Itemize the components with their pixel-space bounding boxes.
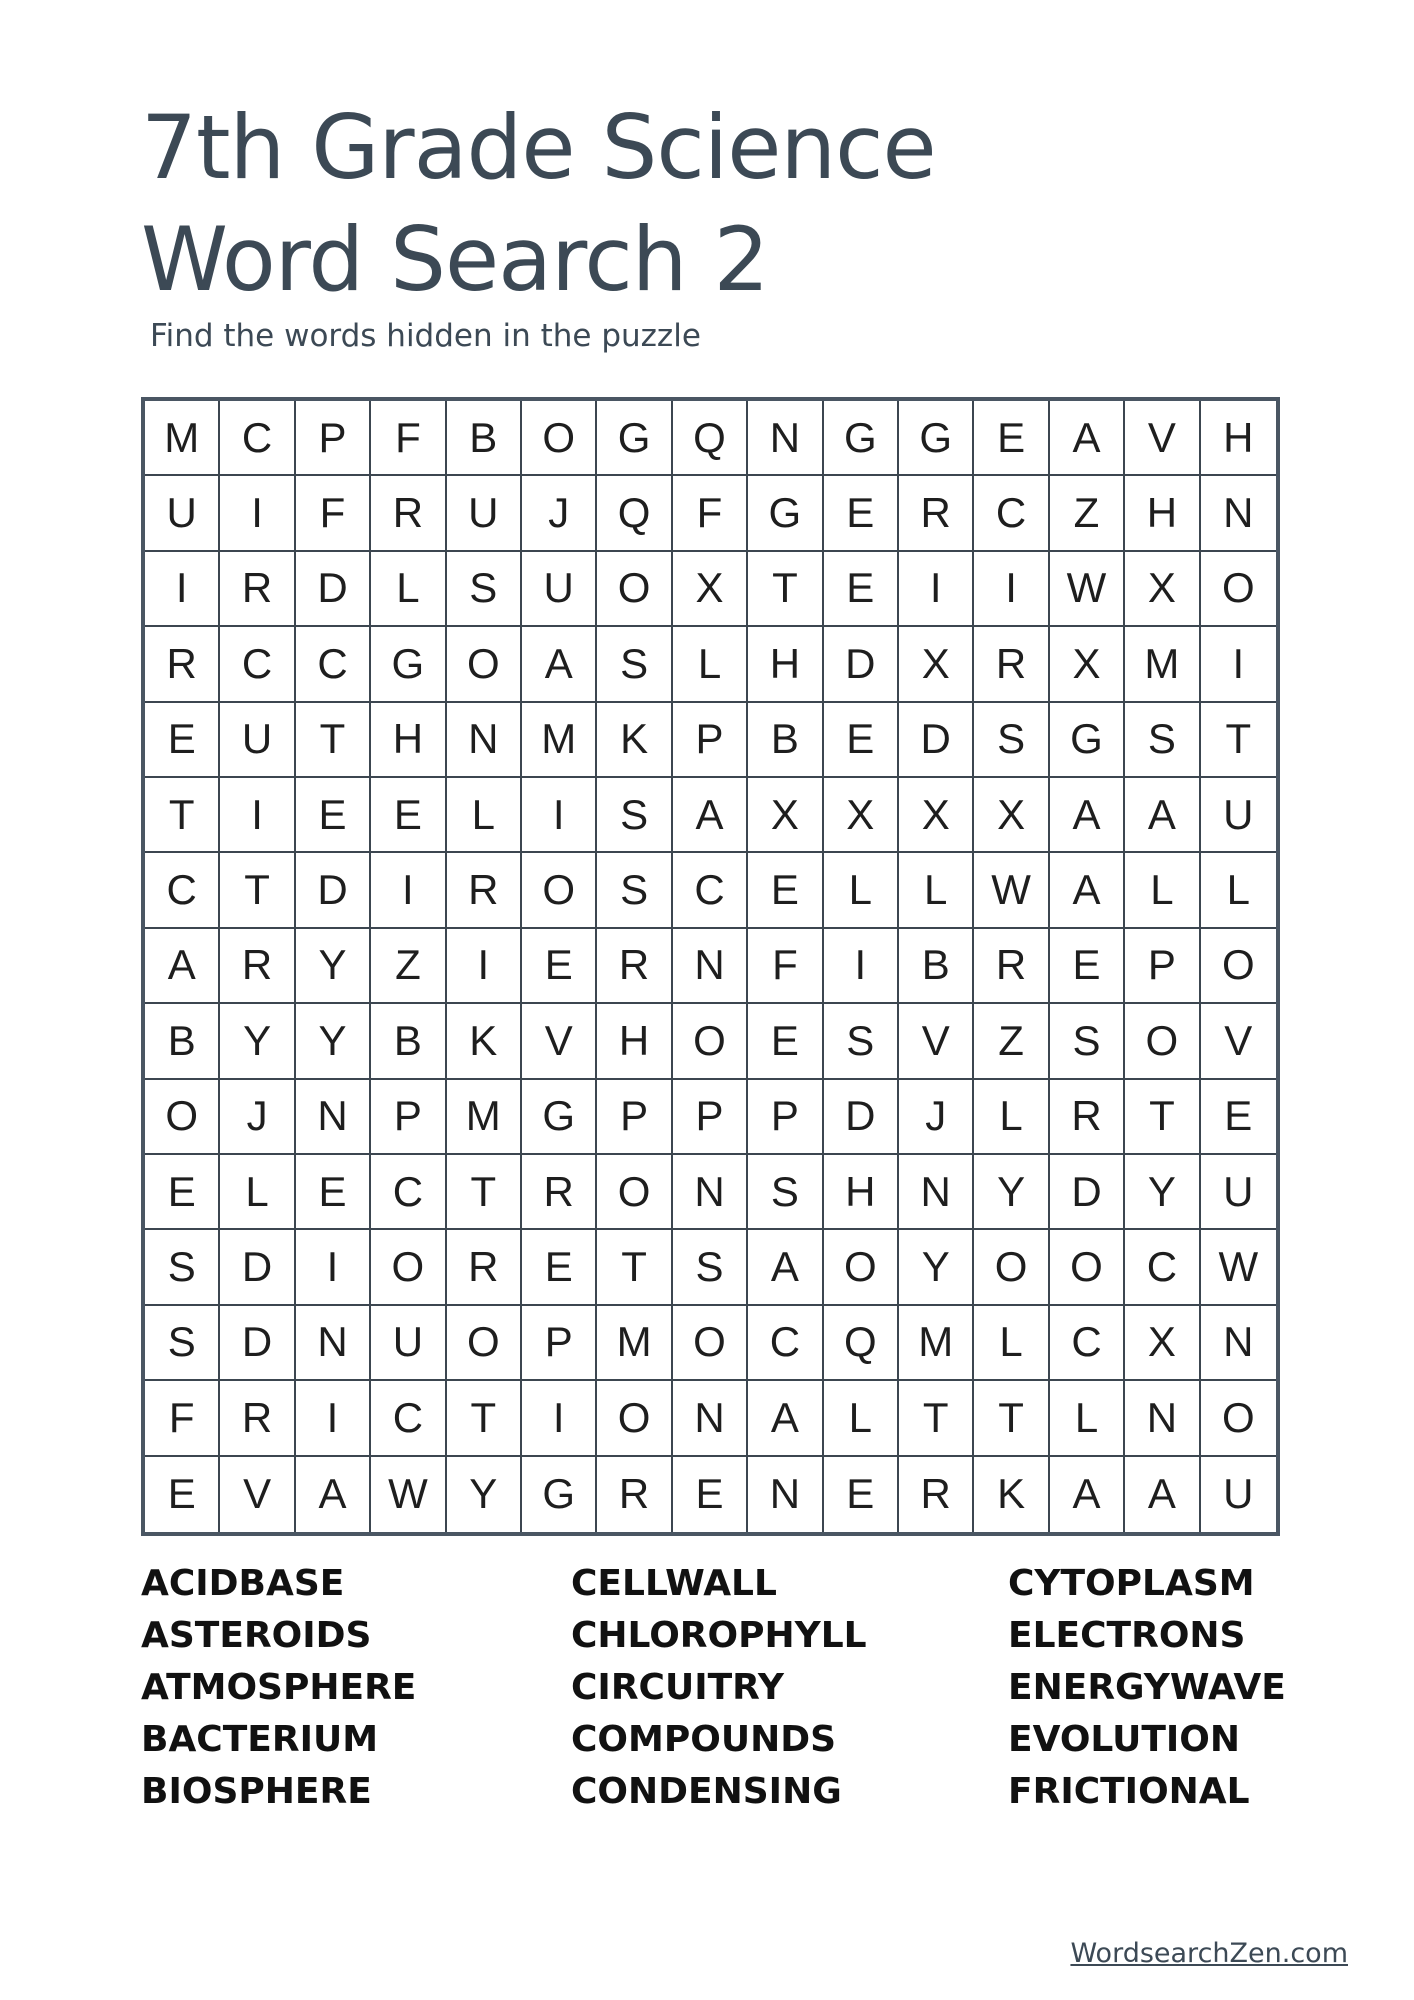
page-title — [141, 92, 936, 316]
grid-cell[interactable]: S — [145, 1230, 220, 1305]
grid-cell[interactable]: T — [974, 1381, 1049, 1456]
grid-cell[interactable]: U — [522, 552, 597, 627]
grid-cell[interactable]: C — [974, 476, 1049, 551]
grid-cell[interactable]: A — [748, 1230, 823, 1305]
grid-cell[interactable]: U — [1201, 778, 1276, 853]
grid-cell[interactable]: R — [220, 1381, 295, 1456]
grid-cell[interactable]: B — [371, 1004, 446, 1079]
grid-cell[interactable]: O — [447, 627, 522, 702]
grid-cell[interactable]: E — [673, 1457, 748, 1532]
word-list-item: CONDENSING — [571, 1771, 842, 1812]
grid-cell[interactable]: U — [371, 1306, 446, 1381]
grid-cell[interactable]: Y — [974, 1155, 1049, 1230]
grid-cell[interactable]: A — [145, 929, 220, 1004]
word-list-item: EVOLUTION — [1008, 1719, 1240, 1760]
grid-cell[interactable]: L — [1050, 1381, 1125, 1456]
grid-cell[interactable]: X — [899, 627, 974, 702]
grid-cell[interactable]: I — [296, 1230, 371, 1305]
grid-cell[interactable]: I — [824, 929, 899, 1004]
grid-cell[interactable]: S — [145, 1306, 220, 1381]
grid-cell[interactable]: M — [899, 1306, 974, 1381]
grid-cell[interactable]: P — [522, 1306, 597, 1381]
grid-cell[interactable]: O — [824, 1230, 899, 1305]
word-list-item: CELLWALL — [571, 1563, 777, 1604]
grid-cell[interactable]: W — [371, 1457, 446, 1532]
word-list-item: CHLOROPHYLL — [571, 1615, 867, 1656]
grid-cell[interactable]: R — [447, 1230, 522, 1305]
word-list-item: ATMOSPHERE — [141, 1667, 417, 1708]
grid-cell[interactable]: Q — [824, 1306, 899, 1381]
grid-cell[interactable]: K — [447, 1004, 522, 1079]
grid-cell[interactable]: K — [597, 703, 672, 778]
grid-cell[interactable]: N — [673, 929, 748, 1004]
grid-cell[interactable]: N — [1125, 1381, 1200, 1456]
grid-cell[interactable]: E — [1201, 1080, 1276, 1155]
title-line-1: 7th Grade Science — [141, 96, 936, 199]
grid-cell[interactable]: Q — [597, 476, 672, 551]
word-list-item: ACIDBASE — [141, 1563, 345, 1604]
grid-cell[interactable]: J — [220, 1080, 295, 1155]
grid-cell[interactable]: R — [447, 853, 522, 928]
grid-cell[interactable]: O — [673, 1004, 748, 1079]
grid-cell[interactable]: L — [673, 627, 748, 702]
grid-cell[interactable]: U — [1223, 1470, 1254, 1518]
grid-cell[interactable]: X — [673, 552, 748, 627]
grid-cell[interactable]: E — [296, 1155, 371, 1230]
grid-cell[interactable]: H — [1201, 401, 1276, 476]
grid-cell[interactable]: O — [522, 401, 597, 476]
grid-cell[interactable]: S — [597, 627, 672, 702]
grid-cell[interactable]: E — [824, 476, 899, 551]
grid-cell[interactable]: U — [220, 703, 295, 778]
grid-cell[interactable]: B — [145, 1004, 220, 1079]
grid-cell[interactable]: E — [824, 552, 899, 627]
grid-cell[interactable]: R — [220, 552, 295, 627]
grid-cell[interactable]: A — [1050, 853, 1125, 928]
grid-cell[interactable]: G — [748, 476, 823, 551]
grid-cell[interactable]: C — [1050, 1306, 1125, 1381]
grid-cell[interactable]: E — [522, 1230, 597, 1305]
grid-cell[interactable]: R — [220, 929, 295, 1004]
grid-cell[interactable]: W — [1201, 1230, 1276, 1305]
grid-cell[interactable]: C — [1125, 1230, 1200, 1305]
grid-cell[interactable]: X — [1050, 627, 1125, 702]
grid-cell[interactable]: I — [522, 778, 597, 853]
grid-cell[interactable]: Y — [296, 1004, 371, 1079]
grid-cell[interactable]: B — [748, 703, 823, 778]
grid-cell[interactable]: F — [748, 929, 823, 1004]
word-list-item: ELECTRONS — [1008, 1615, 1246, 1656]
grid-cell[interactable]: I — [899, 552, 974, 627]
grid-cell[interactable]: F — [371, 401, 446, 476]
grid-cell[interactable]: T — [220, 853, 295, 928]
grid-cell[interactable]: L — [824, 1381, 899, 1456]
grid-cell[interactable]: O — [673, 1306, 748, 1381]
grid-cell[interactable]: R — [974, 929, 1049, 1004]
grid-cell[interactable]: T — [447, 1155, 522, 1230]
word-list-item: ASTEROIDS — [141, 1615, 372, 1656]
grid-cell[interactable]: O — [447, 1306, 522, 1381]
grid-cell[interactable]: M — [522, 703, 597, 778]
grid-cell[interactable]: A — [1050, 1457, 1125, 1532]
website-link[interactable]: WordsearchZen.com — [1070, 1938, 1348, 1969]
grid-cell[interactable]: M — [145, 401, 220, 476]
grid-cell[interactable]: R — [371, 476, 446, 551]
grid-cell[interactable]: E — [145, 1457, 220, 1532]
grid-cell[interactable]: N — [899, 1155, 974, 1230]
grid-cell[interactable]: N — [673, 1155, 748, 1230]
grid-cell[interactable]: E — [522, 929, 597, 1004]
grid-cell[interactable]: W — [974, 853, 1049, 928]
word-list-column-1 — [141, 1558, 416, 1818]
grid-cell[interactable]: X — [824, 778, 899, 853]
grid-cell[interactable]: L — [1125, 853, 1200, 928]
grid-cell[interactable]: I — [296, 1381, 371, 1456]
grid-cell[interactable]: V — [1201, 1004, 1276, 1079]
grid-cell[interactable]: D — [220, 1230, 295, 1305]
grid-cell[interactable]: D — [220, 1306, 295, 1381]
grid-cell[interactable]: V — [522, 1004, 597, 1079]
word-list-column-3 — [1008, 1558, 1286, 1818]
grid-cell[interactable]: R — [1050, 1080, 1125, 1155]
grid-cell[interactable]: P — [1125, 929, 1200, 1004]
grid-cell[interactable]: X — [899, 778, 974, 853]
grid-cell[interactable]: R — [899, 1457, 974, 1532]
grid-cell[interactable]: Y — [1125, 1155, 1200, 1230]
grid-cell[interactable]: T — [145, 778, 220, 853]
grid-cell[interactable]: O — [1201, 552, 1276, 627]
grid-cell[interactable]: D — [899, 703, 974, 778]
grid-cell[interactable]: A — [1050, 401, 1125, 476]
grid-cell[interactable]: U — [145, 476, 220, 551]
word-search-grid — [141, 397, 1280, 1536]
grid-cell[interactable]: S — [447, 552, 522, 627]
grid-cell[interactable]: E — [145, 1155, 220, 1230]
grid-cell[interactable]: E — [748, 853, 823, 928]
grid-cell[interactable]: I — [220, 476, 295, 551]
grid-cell[interactable]: R — [145, 627, 220, 702]
grid-cell[interactable]: W — [1050, 552, 1125, 627]
grid-cell[interactable]: C — [371, 1381, 446, 1456]
grid-cell[interactable]: I — [522, 1381, 597, 1456]
grid-cell[interactable]: C — [220, 401, 295, 476]
grid-cell[interactable]: R — [597, 1457, 672, 1532]
grid-cell[interactable]: Y — [296, 929, 371, 1004]
grid-cell[interactable]: T — [296, 703, 371, 778]
word-list-item: CIRCUITRY — [571, 1667, 784, 1708]
grid-cell[interactable]: O — [974, 1230, 1049, 1305]
grid-cell[interactable]: M — [1125, 627, 1200, 702]
grid-cell[interactable]: V — [1125, 401, 1200, 476]
grid-cell[interactable]: F — [145, 1381, 220, 1456]
grid-cell[interactable]: O — [1201, 929, 1276, 1004]
grid-cell[interactable]: I — [974, 552, 1049, 627]
grid-cell[interactable]: C — [296, 627, 371, 702]
grid-cell[interactable]: A — [673, 778, 748, 853]
grid-cell[interactable]: R — [899, 476, 974, 551]
grid-cell[interactable]: G — [597, 401, 672, 476]
grid-cell[interactable]: C — [748, 1306, 823, 1381]
title-line-2: Word Search 2 — [141, 208, 769, 311]
grid-cell[interactable]: J — [899, 1080, 974, 1155]
grid-cell[interactable]: Z — [974, 1004, 1049, 1079]
grid-cell[interactable]: L — [824, 853, 899, 928]
grid-cell[interactable]: D — [1050, 1155, 1125, 1230]
grid-cell[interactable]: N — [748, 1457, 823, 1532]
grid-cell[interactable]: C — [673, 853, 748, 928]
grid-cell[interactable]: S — [597, 853, 672, 928]
grid-cell[interactable]: V — [220, 1457, 295, 1532]
grid-cell[interactable]: C — [220, 627, 295, 702]
grid-cell[interactable]: M — [597, 1306, 672, 1381]
grid-cell[interactable]: A — [296, 1457, 371, 1532]
grid-cell[interactable]: G — [1050, 703, 1125, 778]
grid-cell[interactable]: A — [1050, 778, 1125, 853]
grid-cell[interactable]: S — [1125, 703, 1200, 778]
grid-cell[interactable]: P — [296, 401, 371, 476]
grid-cell[interactable]: O — [1050, 1230, 1125, 1305]
grid-cell[interactable]: S — [1050, 1004, 1125, 1079]
grid-cell[interactable]: X — [1125, 552, 1200, 627]
grid-cell[interactable]: N — [447, 703, 522, 778]
grid-cell[interactable]: E — [824, 703, 899, 778]
grid-cell[interactable]: R — [522, 1155, 597, 1230]
grid-cell[interactable]: D — [296, 853, 371, 928]
grid-cell[interactable]: F — [296, 476, 371, 551]
grid-cell[interactable]: O — [597, 1381, 672, 1456]
grid-cell[interactable]: T — [447, 1381, 522, 1456]
grid-cell[interactable]: T — [1125, 1080, 1200, 1155]
grid-cell[interactable]: A — [748, 1381, 823, 1456]
grid-cell[interactable]: P — [673, 703, 748, 778]
grid-cell[interactable]: O — [597, 552, 672, 627]
grid-cell[interactable]: Q — [673, 401, 748, 476]
grid-cell[interactable]: F — [673, 476, 748, 551]
grid-cell[interactable]: D — [296, 552, 371, 627]
grid-cell[interactable]: T — [597, 1230, 672, 1305]
grid-cell[interactable]: L — [447, 778, 522, 853]
grid-cell[interactable]: N — [296, 1080, 371, 1155]
grid-cell[interactable]: L — [974, 1080, 1049, 1155]
grid-cell[interactable]: I — [220, 778, 295, 853]
grid-cell[interactable]: N — [1201, 1306, 1276, 1381]
grid-cell[interactable]: N — [296, 1306, 371, 1381]
grid-cell[interactable]: E — [974, 401, 1049, 476]
word-list-item: CYTOPLASM — [1008, 1563, 1255, 1604]
grid-cell[interactable]: B — [899, 929, 974, 1004]
grid-cell[interactable]: V — [899, 1004, 974, 1079]
word-list-item: BACTERIUM — [141, 1719, 379, 1760]
grid-cell[interactable]: O — [522, 853, 597, 928]
grid-cell[interactable]: H — [824, 1155, 899, 1230]
word-list-item: FRICTIONAL — [1008, 1771, 1250, 1812]
grid-cell[interactable]: O — [371, 1230, 446, 1305]
grid-cell[interactable]: I — [1201, 627, 1276, 702]
grid-cell[interactable]: L — [371, 552, 446, 627]
grid-cell[interactable]: O — [1201, 1381, 1276, 1456]
grid-cell[interactable]: P — [748, 1080, 823, 1155]
grid-cell[interactable]: I — [371, 853, 446, 928]
grid-cell[interactable]: S — [748, 1155, 823, 1230]
grid-cell[interactable]: E — [748, 1004, 823, 1079]
grid-cell[interactable]: S — [974, 703, 1049, 778]
grid-cell[interactable]: L — [1201, 853, 1276, 928]
grid-cell[interactable]: T — [899, 1381, 974, 1456]
grid-cell[interactable]: P — [673, 1080, 748, 1155]
grid-cell[interactable]: O — [145, 1080, 220, 1155]
grid-cell[interactable]: E — [1050, 929, 1125, 1004]
grid-cell[interactable]: M — [447, 1080, 522, 1155]
grid-cell[interactable]: L — [220, 1155, 295, 1230]
grid-cell[interactable]: N — [748, 401, 823, 476]
grid-cell[interactable]: L — [899, 853, 974, 928]
grid-cell[interactable]: X — [1125, 1306, 1200, 1381]
grid-cell[interactable]: B — [447, 401, 522, 476]
grid-cell[interactable]: O — [597, 1155, 672, 1230]
grid-cell[interactable]: S — [597, 778, 672, 853]
grid-cell[interactable]: E — [824, 1457, 899, 1532]
grid-cell[interactable]: P — [597, 1080, 672, 1155]
grid-cell[interactable]: A — [522, 627, 597, 702]
grid-cell[interactable]: Y — [447, 1457, 522, 1532]
grid-cell[interactable]: G — [522, 1457, 597, 1532]
grid-cell[interactable]: O — [1125, 1004, 1200, 1079]
grid-cell[interactable]: E — [145, 703, 220, 778]
grid-cell[interactable]: S — [824, 1004, 899, 1079]
grid-cell[interactable]: H — [371, 703, 446, 778]
grid-cell[interactable]: C — [145, 853, 220, 928]
grid-cell[interactable]: A — [1125, 1457, 1200, 1532]
grid-cell[interactable]: U — [1201, 1155, 1276, 1230]
instructions-text: Find the words hidden in the puzzle — [150, 318, 701, 354]
grid-cell[interactable]: S — [673, 1230, 748, 1305]
grid-cell[interactable]: E — [296, 778, 371, 853]
grid-cell[interactable]: Z — [371, 929, 446, 1004]
grid-cell[interactable]: K — [974, 1457, 1049, 1532]
grid-cell[interactable]: G — [522, 1080, 597, 1155]
grid-cell[interactable]: Z — [1050, 476, 1125, 551]
grid-cell[interactable]: I — [447, 929, 522, 1004]
grid-cell[interactable]: X — [748, 778, 823, 853]
grid-cell[interactable]: G — [899, 401, 974, 476]
grid-cell[interactable]: H — [1125, 476, 1200, 551]
grid-cell[interactable]: J — [522, 476, 597, 551]
grid-cell[interactable]: H — [748, 627, 823, 702]
grid-cell[interactable]: X — [974, 778, 1049, 853]
grid-cell[interactable]: T — [748, 552, 823, 627]
grid-cell[interactable]: G — [371, 627, 446, 702]
word-list-item: ENERGYWAVE — [1008, 1667, 1286, 1708]
grid-cell[interactable]: C — [371, 1155, 446, 1230]
word-list-column-2 — [571, 1558, 867, 1818]
grid-cell[interactable]: R — [974, 627, 1049, 702]
grid-cell[interactable]: D — [824, 1080, 899, 1155]
grid-cell[interactable]: H — [597, 1004, 672, 1079]
grid-cell[interactable]: N — [1201, 476, 1276, 551]
grid-cell[interactable]: E — [371, 778, 446, 853]
word-list-item: BIOSPHERE — [141, 1771, 372, 1812]
grid-cell[interactable]: D — [824, 627, 899, 702]
grid-cell[interactable]: U — [447, 476, 522, 551]
grid-cell[interactable]: T — [1201, 703, 1276, 778]
grid-cell[interactable]: I — [145, 552, 220, 627]
grid-cell[interactable]: Y — [220, 1004, 295, 1079]
grid-cell[interactable]: A — [1125, 778, 1200, 853]
grid-cell[interactable]: N — [673, 1381, 748, 1456]
grid-cell[interactable]: G — [824, 401, 899, 476]
word-list-item: COMPOUNDS — [571, 1719, 837, 1760]
grid-cell[interactable]: L — [974, 1306, 1049, 1381]
grid-cell[interactable]: Y — [899, 1230, 974, 1305]
grid-cell[interactable]: P — [371, 1080, 446, 1155]
grid-cell[interactable]: R — [597, 929, 672, 1004]
